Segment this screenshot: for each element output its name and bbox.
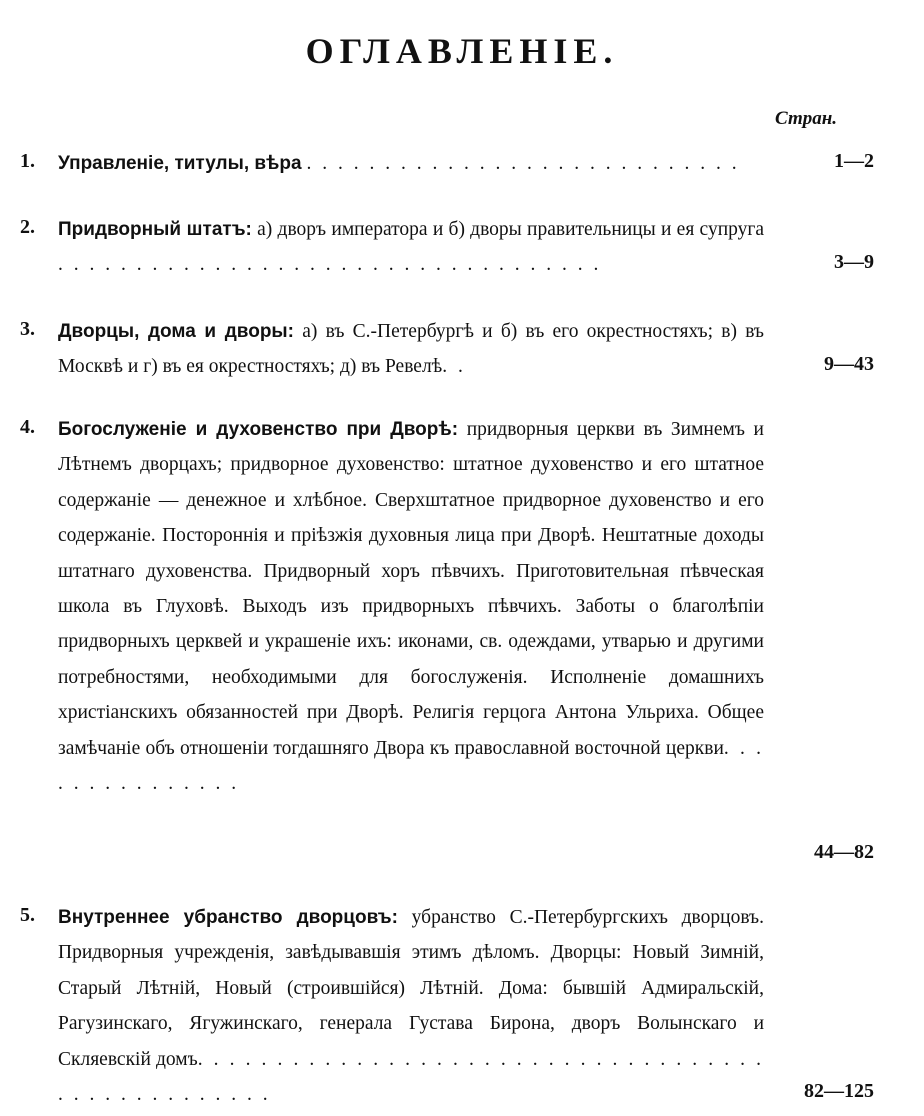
entry-heading: Внутреннее убранство дворцовъ:	[58, 907, 398, 928]
entry-text	[58, 212, 764, 283]
entry-number: 5.	[20, 904, 35, 926]
entry-pages: 1—2	[834, 150, 874, 172]
entry-pages: 3—9	[834, 251, 874, 273]
entry-heading: Придворный штатъ:	[58, 219, 252, 240]
entry-body: придворныя церкви въ Зимнемъ и Лѣтнемъ дворцахъ; придворное духовенство: штатное духовенство и его штатное содержаніе — денежное и хлѣбное. Сверхштатное придворное духовенство и его содержаніе. Постороннія и пріѣзжія духовныя лица при Дворѣ. Нештатные доходы штатнаго духовенства. Придворный хоръ пѣвчихъ. Приготовительная пѣвческая школа въ Глуховѣ. Выходъ изъ придворныхъ пѣвчихъ. Заботы о благолѣпіи придворныхъ церквей и украшеніе ихъ: иконами, св. одеждами, утварью и другими потребностями, необходимыми для богослуженія. Исполненіе домашнихъ христіанскихъ обязанностей при Дворѣ. Религія герцога Антона Ульриха. Общее замѣчаніе объ отношеніи тогдашняго Двора къ православной восточной церкви	[58, 419, 764, 759]
entry-pages: 82—125	[804, 1080, 874, 1102]
entry-leader-dots: . . . . . . . . . . . . . . . . . . . . . . . . . . . . . . . . . . .	[58, 254, 602, 276]
entry-number: 2.	[20, 216, 35, 238]
entry-heading: Дворцы, дома и дворы:	[58, 321, 294, 342]
pages-column-header: Стран.	[775, 108, 838, 129]
entry-pages: 44—82	[814, 841, 874, 863]
entry-leader-dots: . . . . . . . . . . . . . . .	[58, 737, 764, 795]
entry-heading: Богослуженіе и духовенство при Дворѣ:	[58, 419, 459, 440]
entry-number: 1.	[20, 150, 35, 172]
entry-leader-dots: . . . . . . . . . . . . . . . . . . . . . . . . . . . . . . . . . . . . . . . . . . . . . . . . . .	[58, 1048, 764, 1106]
entry-leader-dots: . .	[442, 356, 466, 378]
entry-number: 4.	[20, 416, 35, 438]
entry-number: 3.	[20, 318, 35, 340]
entry-text	[58, 900, 764, 1112]
entry-body: а) дворъ императора и б) дворы правительницы и ея супруга	[257, 219, 765, 240]
entry-text	[58, 314, 764, 385]
entry-body: убранство С.-Петербургскихъ дворцовъ. Придворныя учрежденія, завѣдывавшія этимъ дѣломъ. Дворцы: Новый Зимній, Старый Лѣтній, Новый (строившійся) Лѣтній. Дома: бывшій Адмиральскій, Рагузинскаго, Ягужинскаго, генерала Густава Бирона, дворъ Волынскаго и Скляевскій домъ	[58, 907, 764, 1070]
entry-pages: 9—43	[824, 353, 874, 375]
entry-heading: Управленіе, титулы, вѣра	[58, 153, 302, 174]
entry-text	[58, 412, 764, 801]
entry-text	[58, 146, 764, 181]
entry-body: а) въ С.-Петербургѣ и б) въ его окрестностяхъ; в) въ Москвѣ и г) въ ея окрестностяхъ; д) въ Ревелѣ	[58, 321, 765, 378]
entry-leader-dots: . . . . . . . . . . . . . . . . . . . . . . . . . . . .	[306, 153, 740, 174]
page-title: ОГЛАВЛЕНІЕ.	[305, 31, 619, 71]
